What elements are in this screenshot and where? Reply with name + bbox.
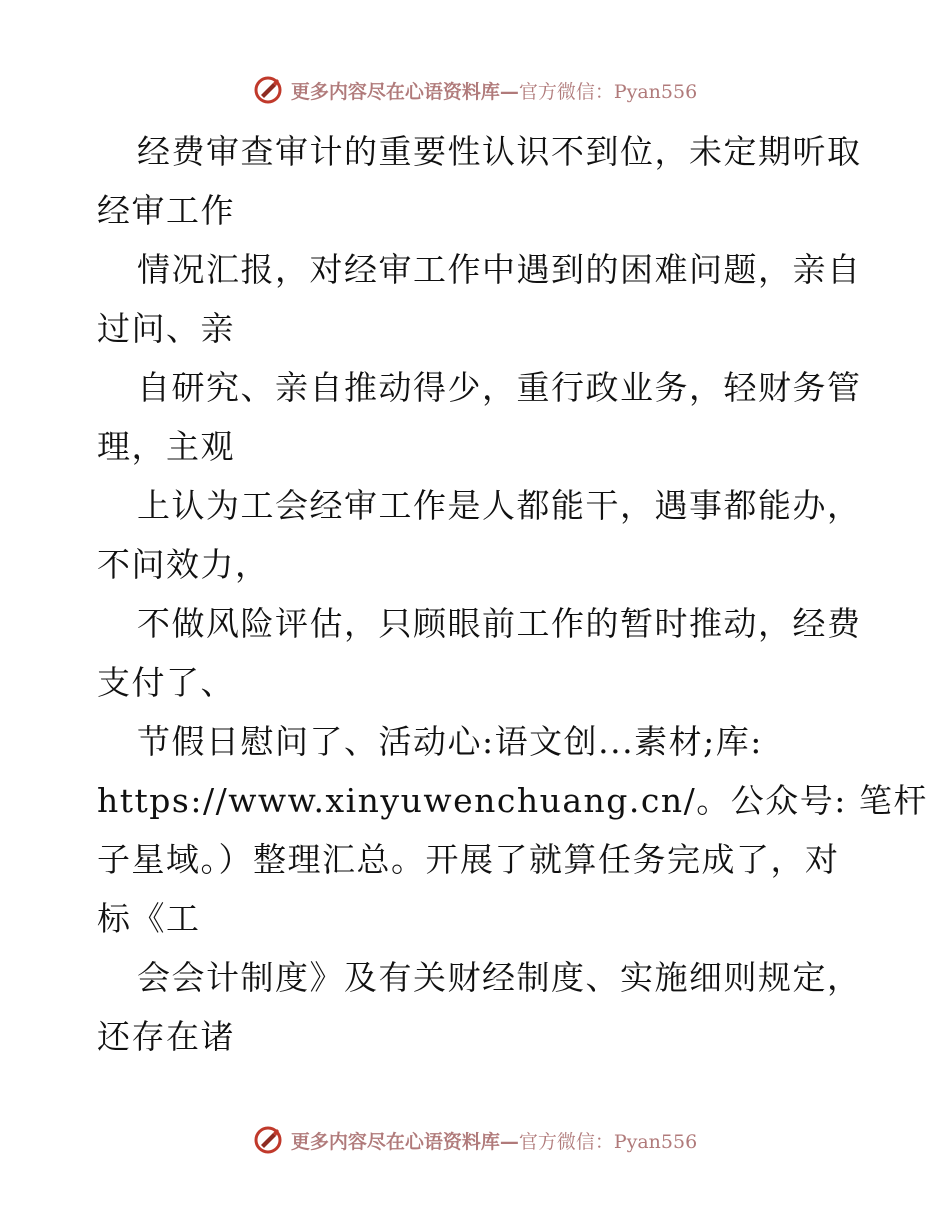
text-line: https://www.xinyuwenchuang.cn/。公众号: 笔杆 — [97, 781, 928, 820]
header-banner-text — [291, 77, 697, 104]
footer-banner — [0, 1120, 950, 1160]
text-line: 会会计制度》及有关财经制度、实施细则规定， — [137, 958, 862, 997]
text-line: 子星域。）整理汇总。开展了就算任务完成了，对 — [97, 840, 840, 879]
text-line: 支付了、 — [97, 663, 235, 702]
footer-banner-text — [291, 1127, 697, 1154]
footer-wechat-label: 官方微信：Pyan556 — [518, 1130, 698, 1153]
text-line: 情况汇报，对经审工作中遇到的困难问题，亲自 — [137, 250, 862, 289]
header-wechat-label: 官方微信：Pyan556 — [518, 80, 698, 103]
header-banner — [0, 70, 950, 110]
text-line: 节假日慰问了、活动心:语文创...素材;库: — [137, 722, 763, 761]
text-line: 上认为工会经审工作是人都能干，遇事都能办， — [137, 486, 862, 525]
text-line: 标《工 — [97, 899, 201, 938]
header-brand-text: 更多内容尽在心语资料库 — [290, 80, 500, 103]
text-line: 过问、亲 — [97, 309, 235, 348]
text-line: 经费审查审计的重要性认识不到位，未定期听取 — [137, 132, 862, 171]
text-line: 经审工作 — [97, 191, 235, 230]
text-line: 还存在诸 — [97, 1017, 235, 1056]
text-line: 理，主观 — [97, 427, 235, 466]
header-separator: — — [499, 80, 519, 103]
logo-icon — [253, 1125, 283, 1155]
document-body — [97, 122, 928, 1066]
logo-icon — [253, 75, 283, 105]
footer-brand-text: 更多内容尽在心语资料库 — [290, 1130, 500, 1153]
text-line: 不问效力， — [97, 545, 270, 584]
text-line: 自研究、亲自推动得少，重行政业务，轻财务管 — [137, 368, 862, 407]
text-line: 不做风险评估，只顾眼前工作的暂时推动，经费 — [137, 604, 862, 643]
footer-separator: — — [499, 1130, 519, 1153]
